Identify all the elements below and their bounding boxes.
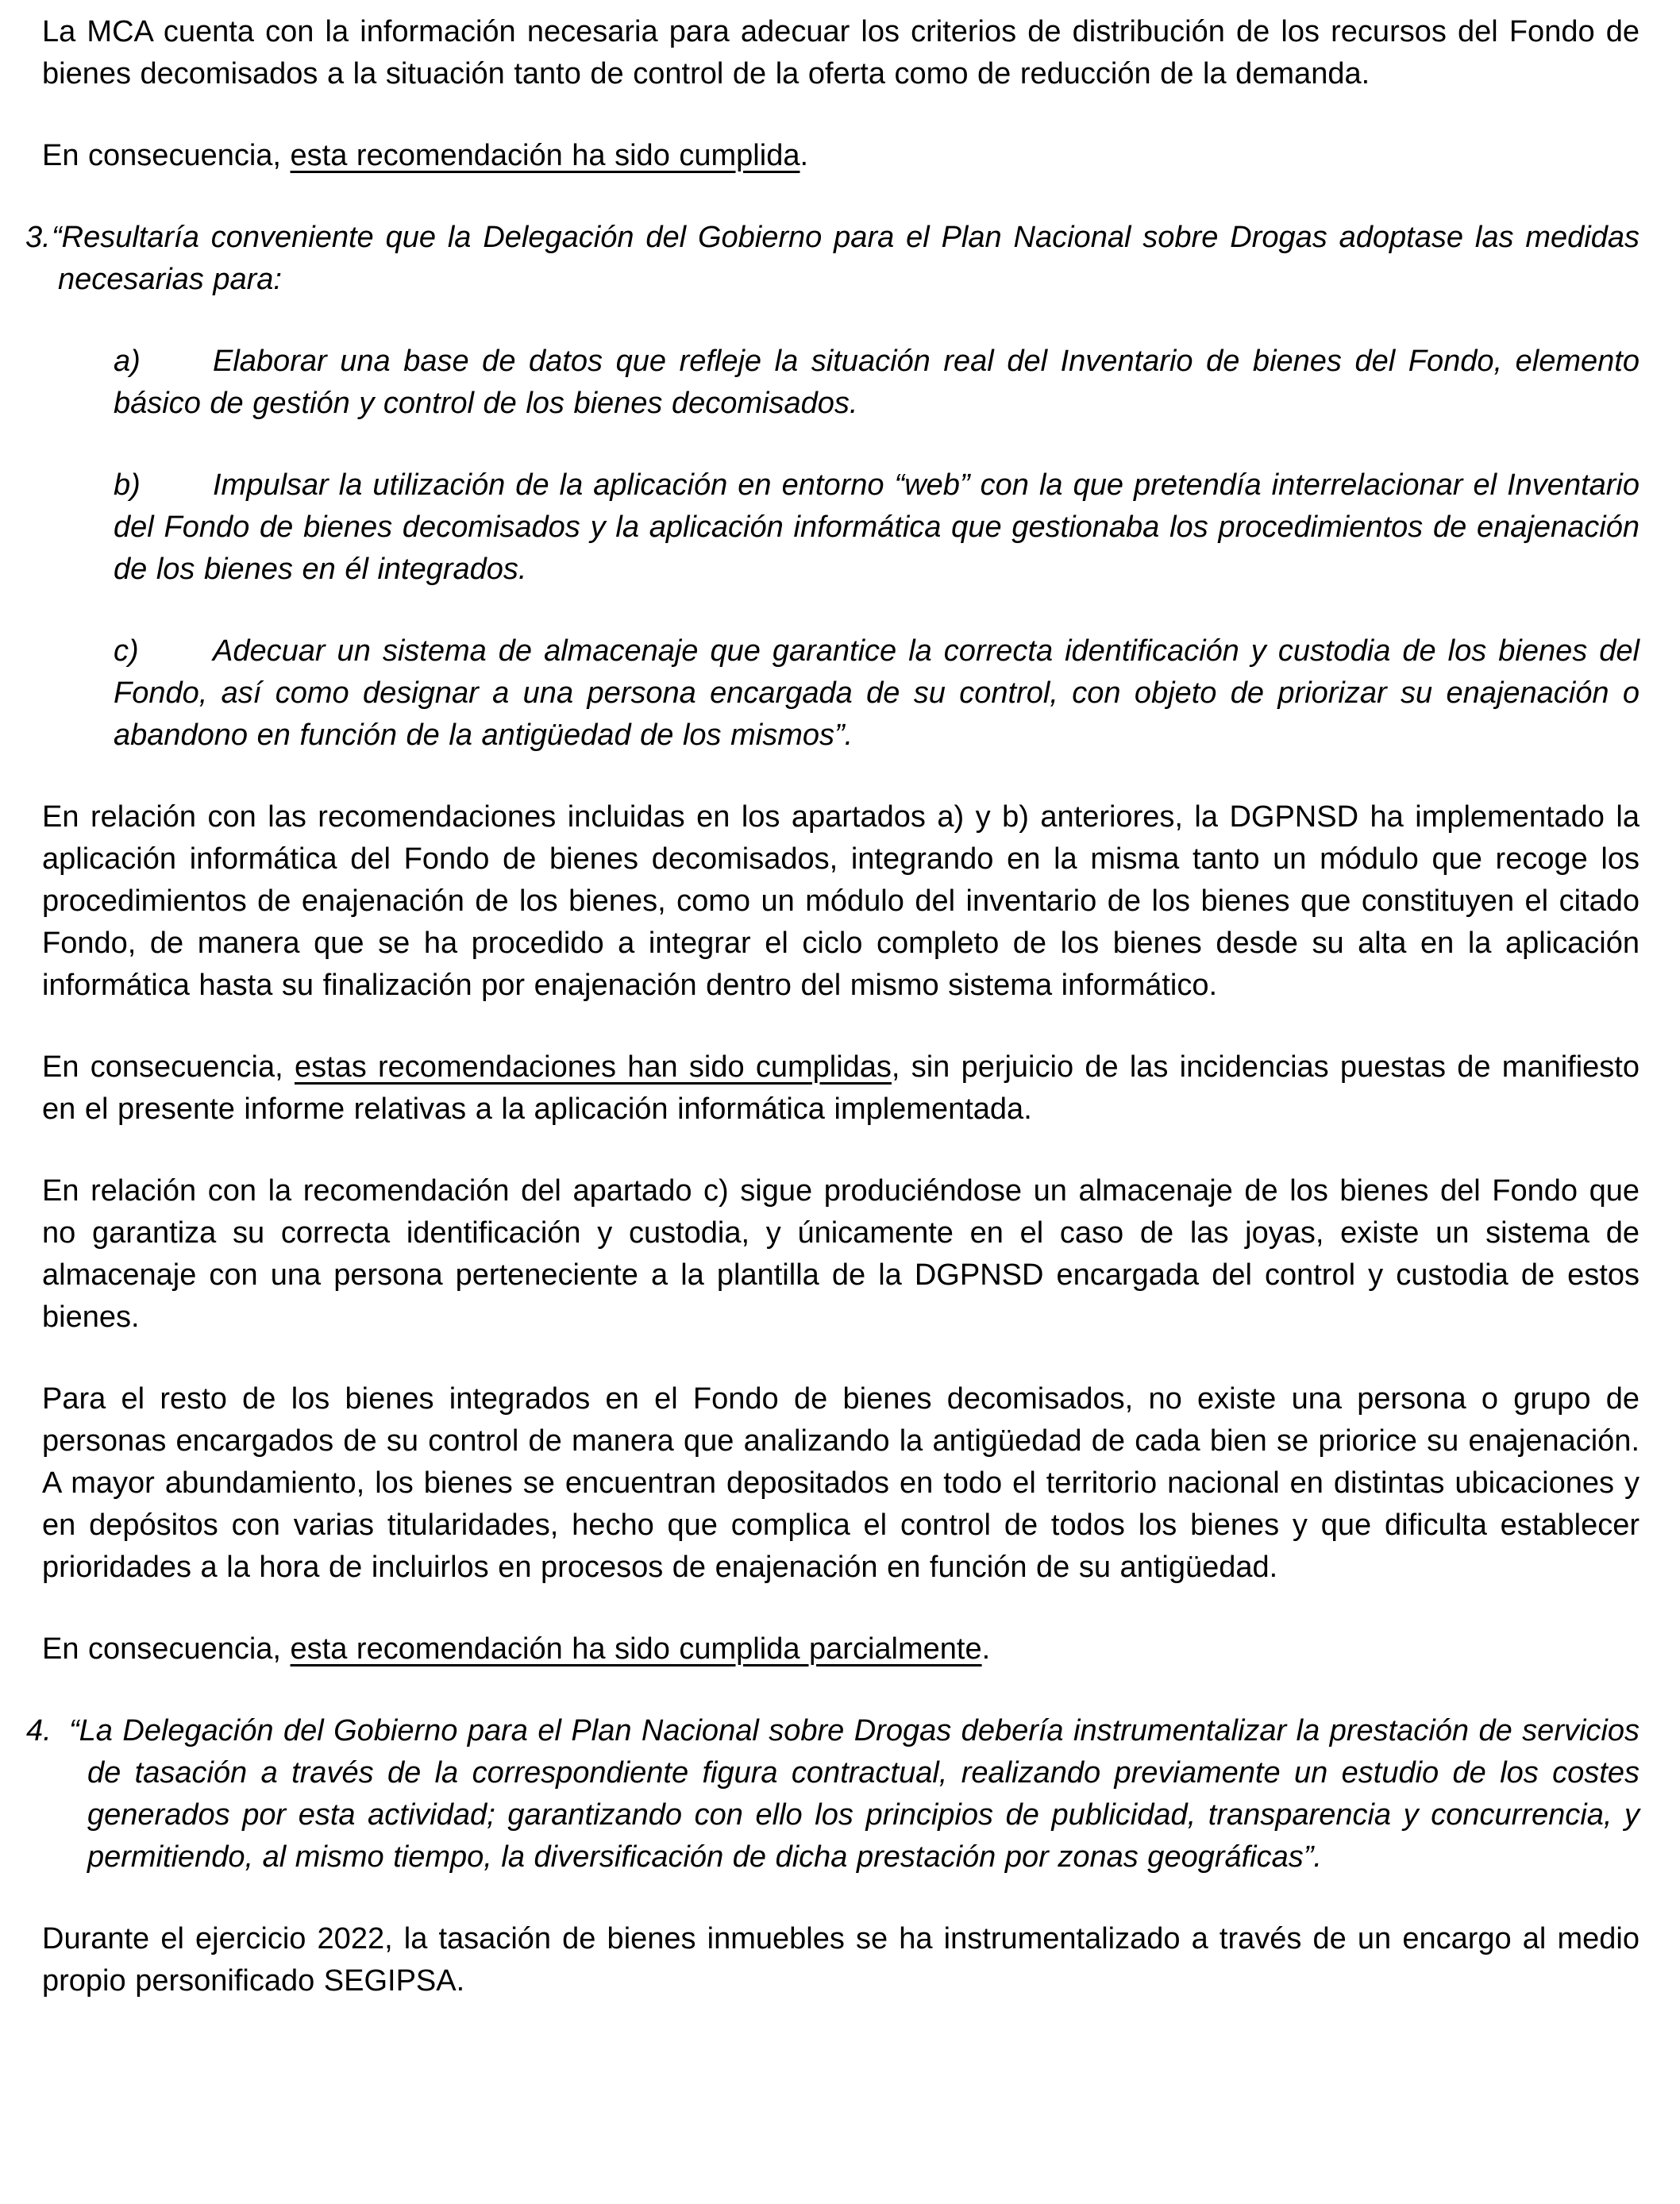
paragraph-ejercicio-2022	[42, 1918, 1640, 2002]
text-run: En relación con las recomendaciones incluidas en los apartados a) y b) anteriores, la DGPNSD ha implementado la aplicación informática del Fondo de bienes decomisados, integrando en la misma tanto un módulo que recoge los procedimientos de enajenación de los bienes, como un módulo del inventario de los bienes que constituyen el citado Fondo, de manera que se ha procedido a integrar el ciclo completo de los bienes desde su alta en la aplicación informática hasta su finalización por enajenación dentro del mismo sistema informático.	[42, 800, 1640, 1002]
text-run: En relación con la recomendación del apartado c) sigue produciéndose un almacenaje de los bienes del Fondo que no garantiza su correcta identificación y custodia, y únicamente en el caso de las joyas, existe un sistema de almacenaje con una persona perteneciente a la plantilla de la DGPNSD encargada del control y custodia de estos bienes.	[42, 1174, 1640, 1334]
text-run: Impulsar la utilización de la aplicación en entorno “web” con la que pretendía interrelacionar el Inventario del Fondo de bienes decomisados y la aplicación informática que gestionaba los procedimientos de enajenación de los bienes en él integrados.	[114, 468, 1640, 586]
document-content	[25, 11, 1640, 2002]
paragraph-conclusion-3	[42, 1628, 1640, 1670]
paragraph-resto-bienes	[42, 1378, 1640, 1589]
paragraph-conclusion-1	[42, 135, 1640, 177]
underlined-phrase: esta recomendación ha sido cumplida parcialmente	[290, 1632, 982, 1666]
list-marker: 3.	[25, 221, 51, 254]
list-marker: a)	[114, 345, 141, 378]
text-run: Durante el ejercicio 2022, la tasación de bienes inmuebles se ha instrumentalizado a través de un encargo al medio propio personificado SEGIPSA.	[42, 1922, 1640, 1998]
underlined-phrase: estas recomendaciones han sido cumplidas	[294, 1050, 892, 1084]
paragraph-conclusion-2	[42, 1046, 1640, 1131]
text-run: .	[981, 1632, 991, 1666]
paragraph-recomendacion-c	[42, 1170, 1640, 1339]
sub-item-b	[114, 464, 1640, 591]
paragraph-mca-info	[42, 11, 1640, 95]
text-run: En consecuencia,	[42, 1050, 295, 1084]
text-run: En consecuencia,	[42, 1632, 291, 1666]
text-run: Elaborar una base de datos que refleje la situación real del Inventario de bienes del Fondo, elemento básico de gestión y control de los bienes decomisados.	[114, 345, 1640, 420]
text-run: “Resultaría conveniente que la Delegación del Gobierno para el Plan Nacional sobre Drogas adoptase las medidas necesarias para:	[52, 221, 1640, 296]
numbered-item-4	[26, 1710, 1640, 1878]
text-run: “La Delegación del Gobierno para el Plan Nacional sobre Drogas debería instrumentalizar la prestación de servicios de tasación a través de la correspondiente figura contractual, realizando previamente un estudio de los costes generados por esta actividad; garantizando con ello los principios de publicidad, transparencia y concurrencia, y permitiendo, al mismo tiempo, la diversificación de dicha prestación por zonas geográficas”.	[69, 1714, 1640, 1874]
paragraph-recomendaciones-ab	[42, 796, 1640, 1007]
text-run: Para el resto de los bienes integrados en el Fondo de bienes decomisados, no existe una persona o grupo de personas encargados de su control de manera que analizando la antigüedad de cada bien se priorice su enajenación. A mayor abundamiento, los bienes se encuentran depositados en todo el territorio nacional en distintas ubicaciones y en depósitos con varias titularidades, hecho que complica el control de todos los bienes y que dificulta establecer prioridades a la hora de incluirlos en procesos de enajenación en función de su antigüedad.	[42, 1382, 1640, 1584]
text-run: Adecuar un sistema de almacenaje que garantice la correcta identificación y custodia de los bienes del Fondo, así como designar a una persona encargada de su control, con objeto de priorizar su enajenación o abandono en función de la antigüedad de los mismos”.	[114, 634, 1640, 752]
text-run: , sin perjuicio de las incidencias puestas de manifiesto en el presente informe relativas a la aplicación informática implementada.	[42, 1050, 1640, 1126]
numbered-item-3	[25, 217, 1640, 301]
list-marker: b)	[114, 468, 141, 502]
sub-item-c	[114, 630, 1640, 757]
underlined-phrase: esta recomendación ha sido cumplida	[290, 139, 800, 172]
list-marker: c)	[114, 634, 139, 668]
text-run: La MCA cuenta con la información necesaria para adecuar los criterios de distribución de los recursos del Fondo de bienes decomisados a la situación tanto de control de la oferta como de reducción de la demanda.	[42, 15, 1640, 91]
sub-item-a	[114, 341, 1640, 425]
text-run: En consecuencia,	[42, 139, 291, 172]
text-run: .	[800, 139, 809, 172]
list-marker: 4.	[26, 1714, 52, 1747]
